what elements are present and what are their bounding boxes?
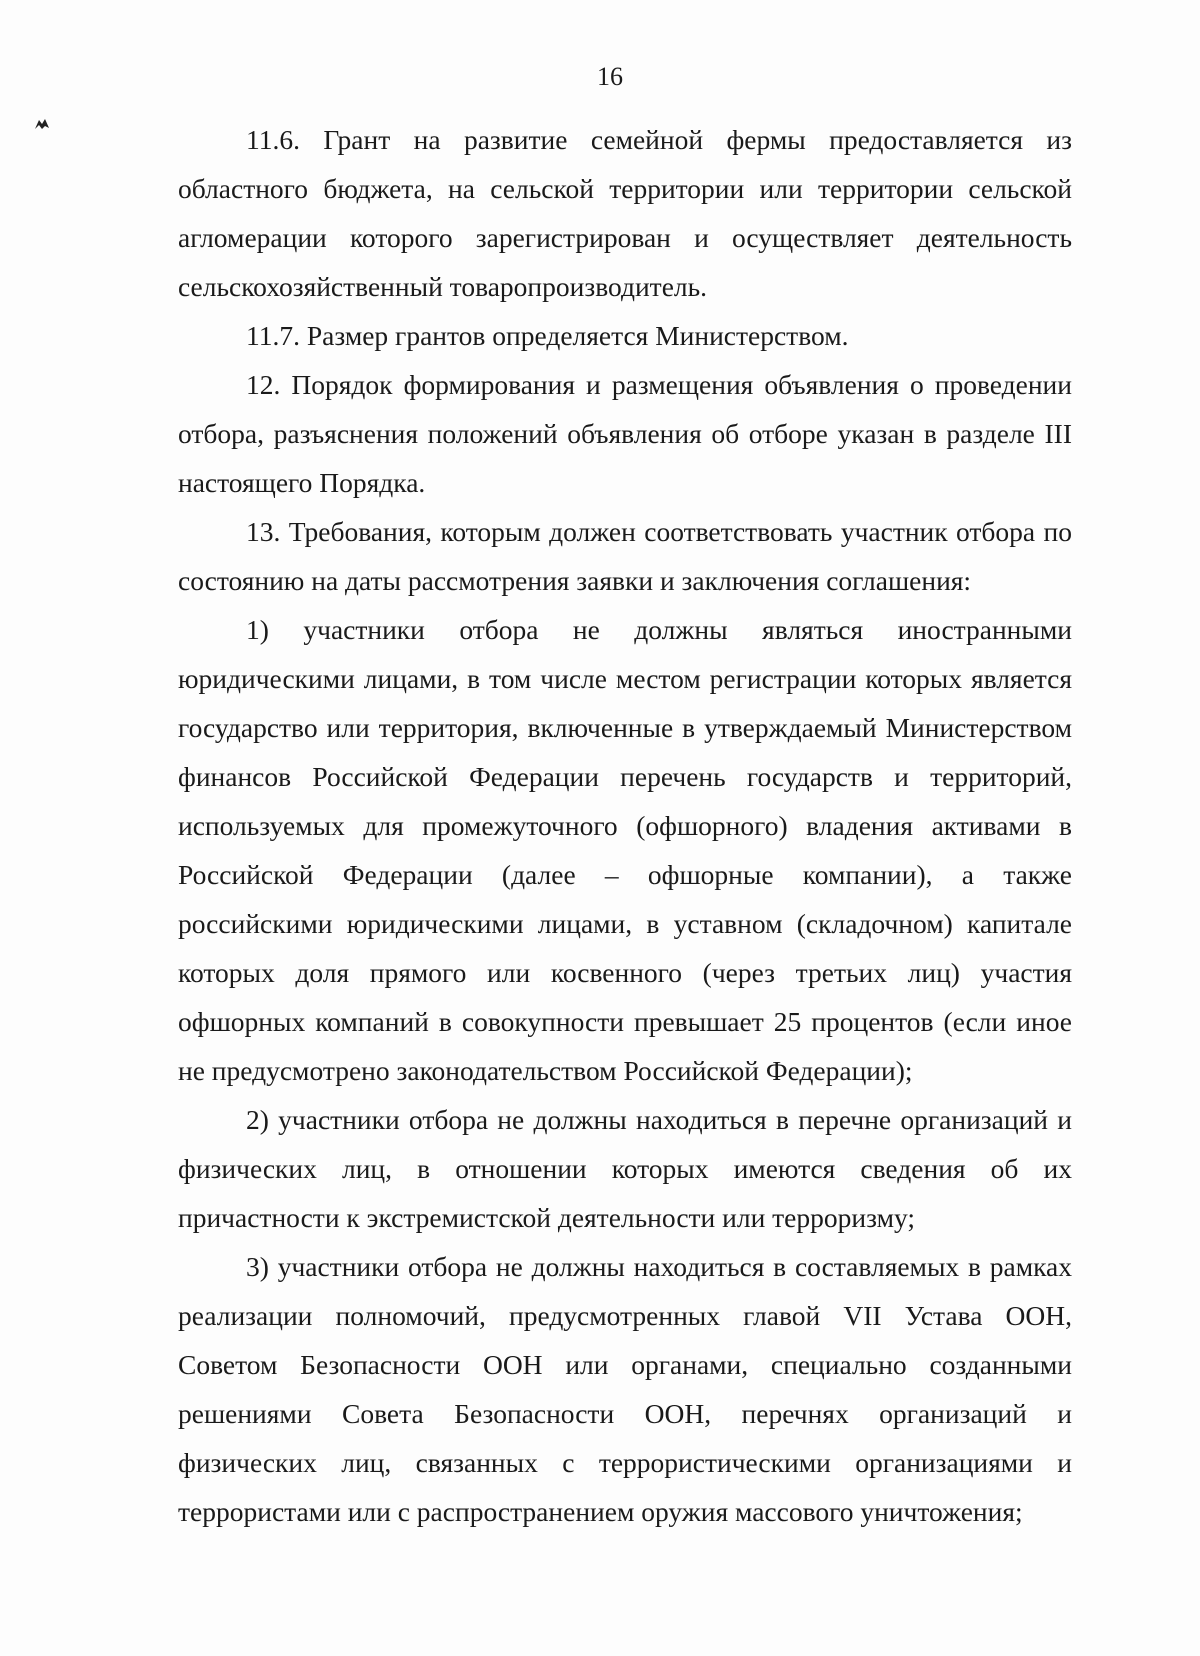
document-body [178, 115, 1072, 1536]
paragraph-11-7: 11.7. Размер грантов определяется Министерством. [246, 320, 849, 351]
paragraph-12: 12. Порядок формирования и размещения объявления о проведении отбора, разъяснения положений объявления об отборе указан в разделе III настоящего Порядка. [178, 369, 1072, 498]
page-number: 16 [597, 62, 623, 91]
paragraph-13: 13. Требования, которым должен соответствовать участник отбора по состоянию на даты рассмотрения заявки и заключения соглашения: [178, 516, 1072, 596]
paragraph-11-6: 11.6. Грант на развитие семейной фермы предоставляется из областного бюджета, на сельской территории или территории сельской агломерации которого зарегистрирован и осуществляет деятельность сельскохозяйственный товаропроизводитель. [178, 124, 1072, 302]
scan-artifact-mark [34, 118, 50, 130]
list-item-1: 1) участники отбора не должны являться иностранными юридическими лицами, в том числе местом регистрации которых является государство или территория, включенные в утверждаемый Министерством финансов Российской Федерации перечень государств и территорий, используемых для промежуточного (офшорного) владения активами в Российской Федерации (далее – офшорные компании), а также российскими юридическими лицами, в уставном (складочном) капитале которых доля прямого или косвенного (через третьих лиц) участия офшорных компаний в совокупности превышает 25 процентов (если иное не предусмотрено законодательством Российской Федерации); [178, 614, 1072, 1086]
list-item-2: 2) участники отбора не должны находиться в перечне организаций и физических лиц, в отношении которых имеются сведения об их причастности к экстремистской деятельности или терроризму; [178, 1104, 1072, 1233]
list-item-3: 3) участники отбора не должны находиться в составляемых в рамках реализации полномочий, предусмотренных главой VII Устава ООН, Советом Безопасности ООН или органами, специально созданными решениями Совета Безопасности ООН, перечнях организаций и физических лиц, связанных с террористическими организациями и террористами или с распространением оружия массового уничтожения; [178, 1251, 1072, 1527]
